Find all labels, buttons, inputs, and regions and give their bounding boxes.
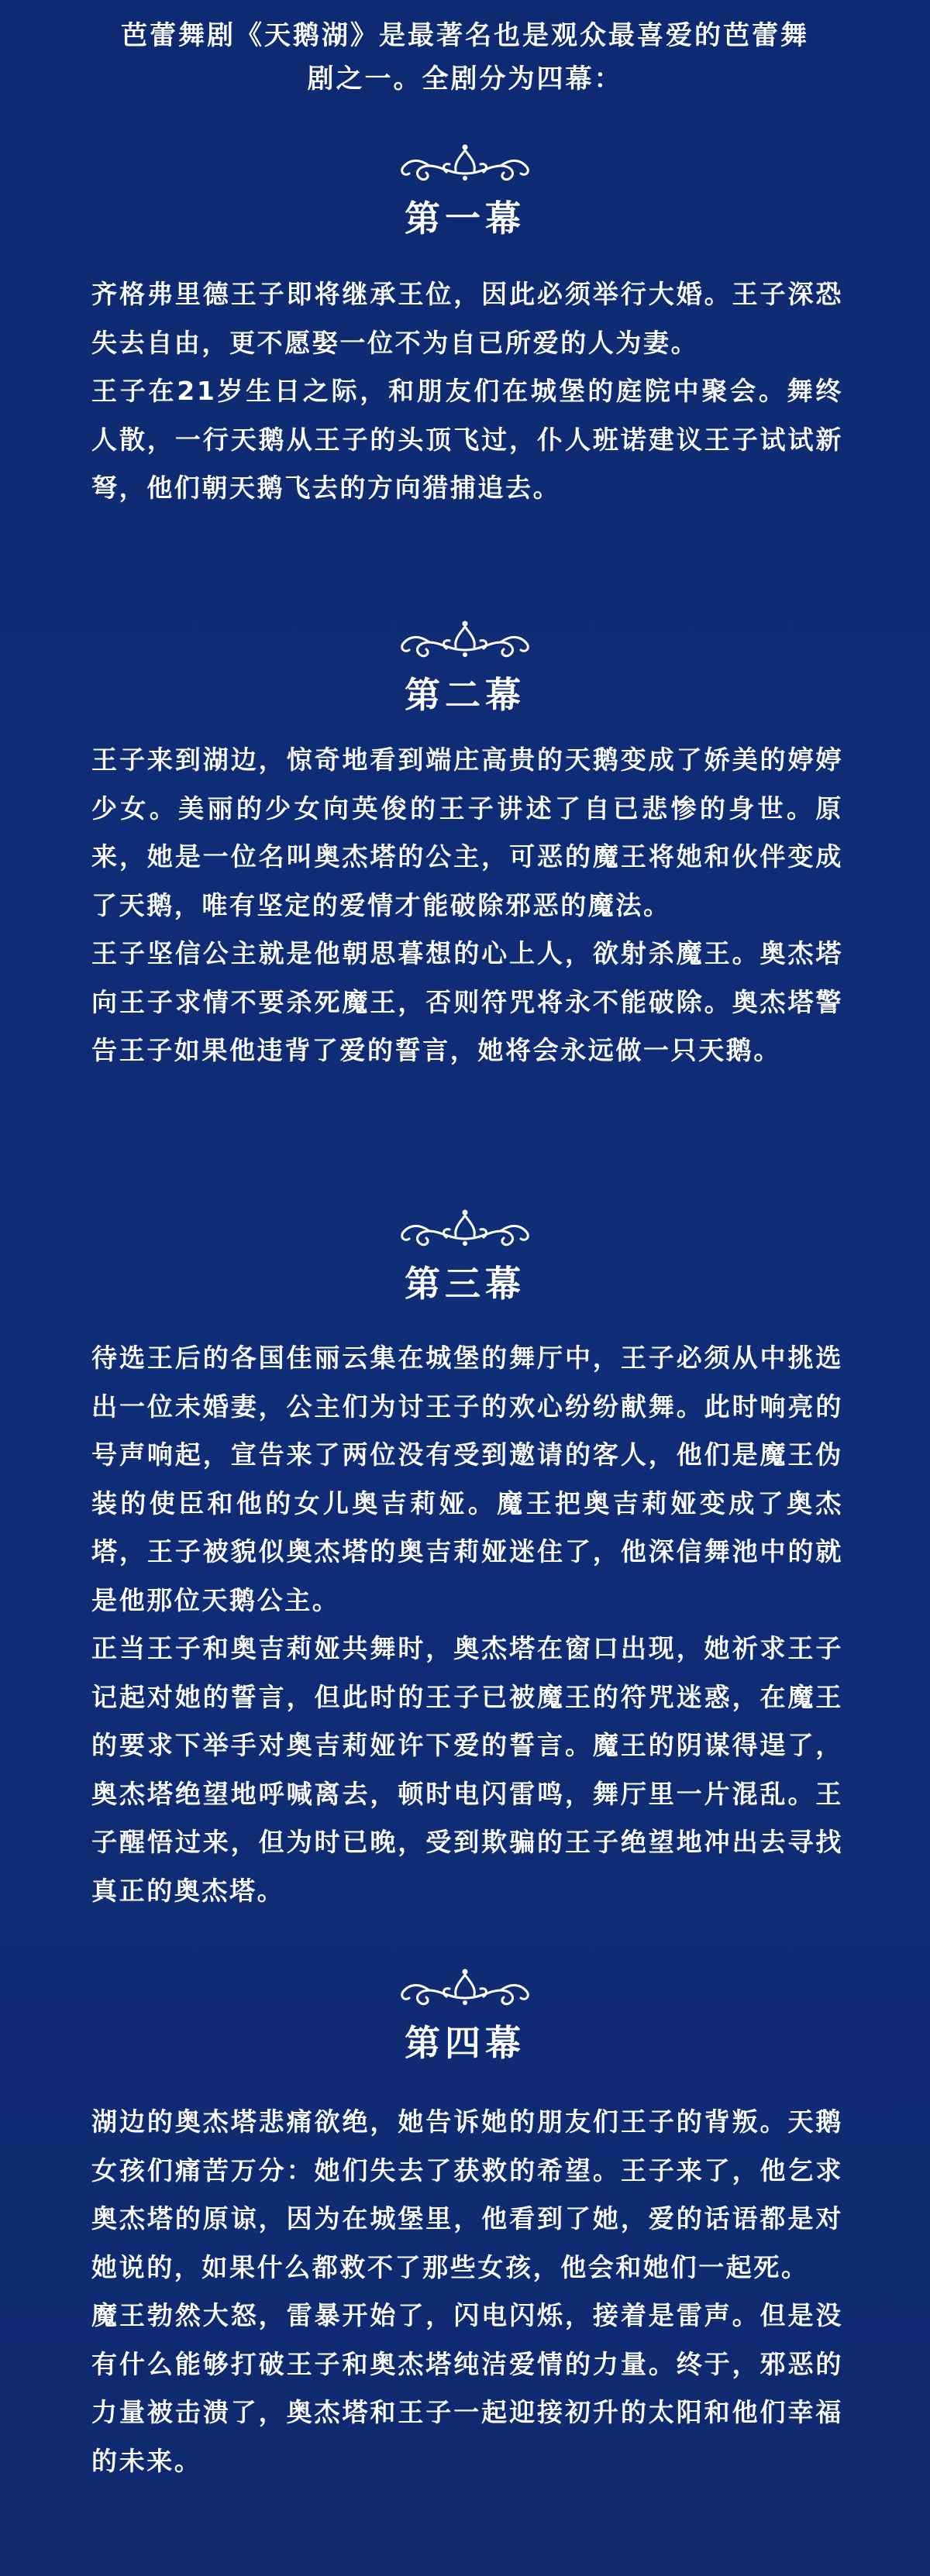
act-paragraph: 湖边的奥杰塔悲痛欲绝，她告诉她的朋友们王子的背叛。天鹅女孩们痛苦万分：她们失去了获救的希望。王子来了，他乞求奥杰塔的原谅，因为在城堡里，他看到了她，爱的话语都是对她说的，如果什么都救不了那些女孩，他会和她们一起死。 [91, 2107, 843, 2282]
intro-text [85, 14, 845, 101]
act-paragraph: 齐格弗里德王子即将继承王位，因此必须举行大婚。王子深恐失去自由，更不愿娶一位不为自已所爱的人为妻。 [91, 279, 843, 358]
act-title: 第二幕 [405, 674, 525, 716]
act-body [91, 2098, 843, 2485]
act-paragraph: 正当王子和奥吉莉娅共舞时，奥杰塔在窗口出现，她祈求王子记起对她的誓言，但此时的王子已被魔王的符咒迷惑，在魔王的要求下举手对奥吉莉娅许下爱的誓言。魔王的阴谋得逞了，奥杰塔绝望地呼喊离去，顿时电闪雷鸣，舞厅里一片混乱。王子醒悟过来，但为时已晚，受到欺骗的王子绝望地冲出去寻找真正的奥杰塔。 [91, 1633, 843, 1906]
scroll-ornament-icon [395, 1205, 535, 1251]
act-paragraph: 待选王后的各国佳丽云集在城堡的舞厅中，王子必须从中挑选出一位未婚妻，公主们为讨王子的欢心纷纷献舞。此时响亮的号声响起，宣告来了两位没有受到邀请的客人，他们是魔王伪装的使臣和他的女儿奥吉莉娅。魔王把奥吉莉娅变成了奥杰塔，王子被貌似奥杰塔的奥吉莉娅迷住了，他深信舞池中的就是他那位天鹅公主。 [91, 1343, 843, 1615]
act-title: 第一幕 [405, 198, 525, 239]
act-body [91, 1334, 843, 1915]
scroll-ornament-icon [395, 139, 535, 186]
act-title: 第四幕 [405, 2022, 525, 2064]
act-body [91, 270, 843, 513]
act-title: 第三幕 [405, 1263, 525, 1305]
act-paragraph: 魔王勃然大怒，雷暴开始了，闪电闪烁，接着是雷声。但是没有什么能够打破王子和奥杰塔纯洁爱情的力量。终于，邪恶的力量被击溃了，奥杰塔和王子一起迎接初升的太阳和他们幸福的未来。 [91, 2300, 843, 2476]
act-paragraph: 王子在21岁生日之际，和朋友们在城堡的庭院中聚会。舞终人散，一行天鹅从王子的头顶飞过，仆人班诺建议王子试试新弩，他们朝天鹅飞去的方向猎捕追去。 [91, 376, 843, 503]
act-paragraph: 王子来到湖边，惊奇地看到端庄高贵的天鹅变成了娇美的婷婷少女。美丽的少女向英俊的王子讲述了自已悲惨的身世。原来，她是一位名叫奥杰塔的公主，可恶的魔王将她和伙伴变成了天鹅，唯有坚定的爱情才能破除邪恶的魔法。 [91, 745, 843, 920]
act-paragraph: 王子坚信公主就是他朝思暮想的心上人，欲射杀魔王。奥杰塔向王子求情不要杀死魔王，否则符咒将永不能破除。奥杰塔警告王子如果他违背了爱的誓言，她将会永远做一只天鹅。 [91, 938, 843, 1065]
scroll-ornament-icon [395, 616, 535, 662]
intro-line-2: 剧之一。全剧分为四幕： [307, 64, 623, 95]
act-body [91, 736, 843, 1075]
intro-line-1: 芭蕾舞剧《天鹅湖》是最著名也是观众最喜爱的芭蕾舞 [121, 20, 809, 51]
scroll-ornament-icon [395, 1964, 535, 2010]
